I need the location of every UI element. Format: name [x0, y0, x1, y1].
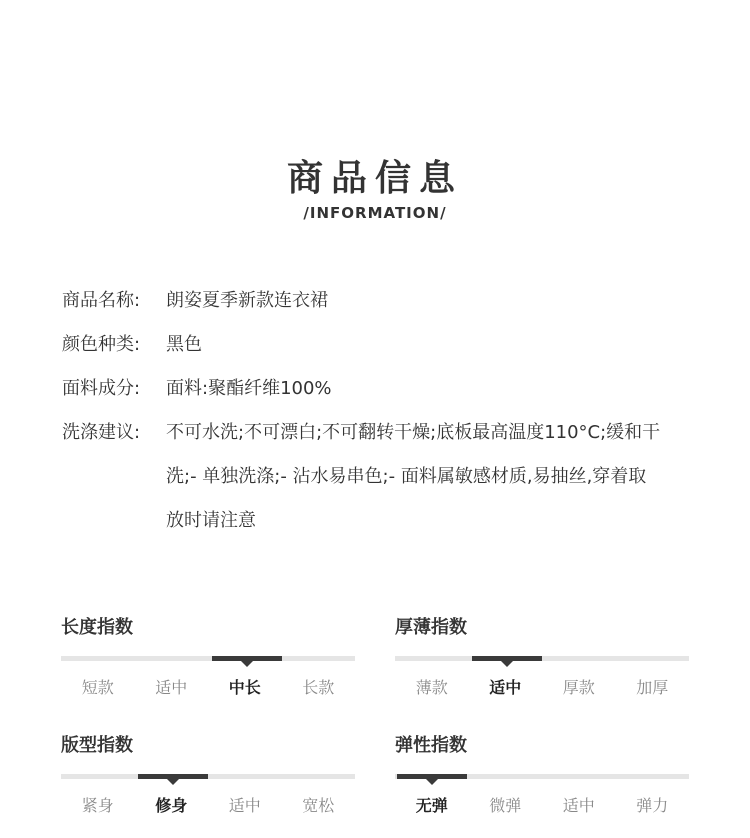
info-row-wash: [62, 411, 702, 543]
thickness-index-title: 厚薄指数: [395, 617, 467, 638]
fit-index-title: 版型指数: [61, 735, 133, 756]
name-value: 朗姿夏季新款连衣裙: [166, 290, 328, 311]
color-value: 黑色: [166, 334, 202, 355]
elasticity-option: 无弹: [415, 796, 448, 815]
fit-option: 宽松: [302, 796, 335, 815]
info-row-material: [62, 367, 702, 411]
fit-index-options: [61, 793, 355, 816]
length-index-track: [61, 656, 355, 661]
material-label: 面料成分:: [62, 378, 141, 399]
thickness-option: 加厚: [636, 678, 669, 697]
elasticity-index-title: 弹性指数: [395, 735, 467, 756]
color-label: 颜色种类:: [62, 334, 141, 355]
thickness-index: [395, 613, 689, 698]
length-option: 长款: [302, 678, 335, 697]
thickness-index-options: [395, 675, 689, 698]
elasticity-index: [395, 731, 689, 816]
elasticity-option: 弹力: [636, 796, 669, 815]
indicator-arrow-icon: [501, 661, 513, 667]
wash-label: 洗涤建议:: [62, 422, 141, 443]
length-option: 短款: [81, 678, 114, 697]
elasticity-index-options: [395, 793, 689, 816]
thickness-option: 适中: [489, 678, 522, 697]
elasticity-index-track: [395, 774, 689, 779]
elasticity-option: 微弹: [489, 796, 522, 815]
info-row-name: [62, 279, 702, 323]
length-index-options: [61, 675, 355, 698]
length-option: 中长: [228, 678, 261, 697]
elasticity-index-indicator: [397, 774, 467, 779]
fit-option: 紧身: [81, 796, 114, 815]
length-index-indicator: [212, 656, 282, 661]
elasticity-option: 适中: [562, 796, 595, 815]
thickness-option: 薄款: [415, 678, 448, 697]
fit-index-track: [61, 774, 355, 779]
wash-line-2: 洗;- 单独洗涤;- 沾水易串色;- 面料属敏感材质,易抽丝,穿着取: [166, 466, 647, 487]
thickness-index-indicator: [472, 656, 542, 661]
length-option: 适中: [155, 678, 188, 697]
thickness-index-track: [395, 656, 689, 661]
name-label: 商品名称:: [62, 290, 141, 311]
indicator-arrow-icon: [426, 779, 438, 785]
page-title: 商品信息: [286, 158, 463, 199]
fit-index: [61, 731, 355, 816]
page-subtitle: /INFORMATION/: [303, 204, 447, 222]
indicator-arrow-icon: [241, 661, 253, 667]
wash-line-1: 不可水洗;不可漂白;不可翻转干燥;底板最高温度110°C;缓和干: [166, 422, 661, 443]
fit-option: 适中: [228, 796, 261, 815]
wash-line-3: 放时请注意: [166, 510, 256, 531]
product-info: [62, 279, 702, 543]
indicator-arrow-icon: [167, 779, 179, 785]
fit-index-indicator: [138, 774, 208, 779]
wash-value: [166, 411, 702, 543]
length-index: [61, 613, 355, 698]
info-row-color: [62, 323, 702, 367]
fit-option: 修身: [155, 796, 188, 815]
length-index-title: 长度指数: [61, 617, 133, 638]
material-value: 面料:聚酯纤维100%: [166, 378, 332, 399]
thickness-option: 厚款: [562, 678, 595, 697]
